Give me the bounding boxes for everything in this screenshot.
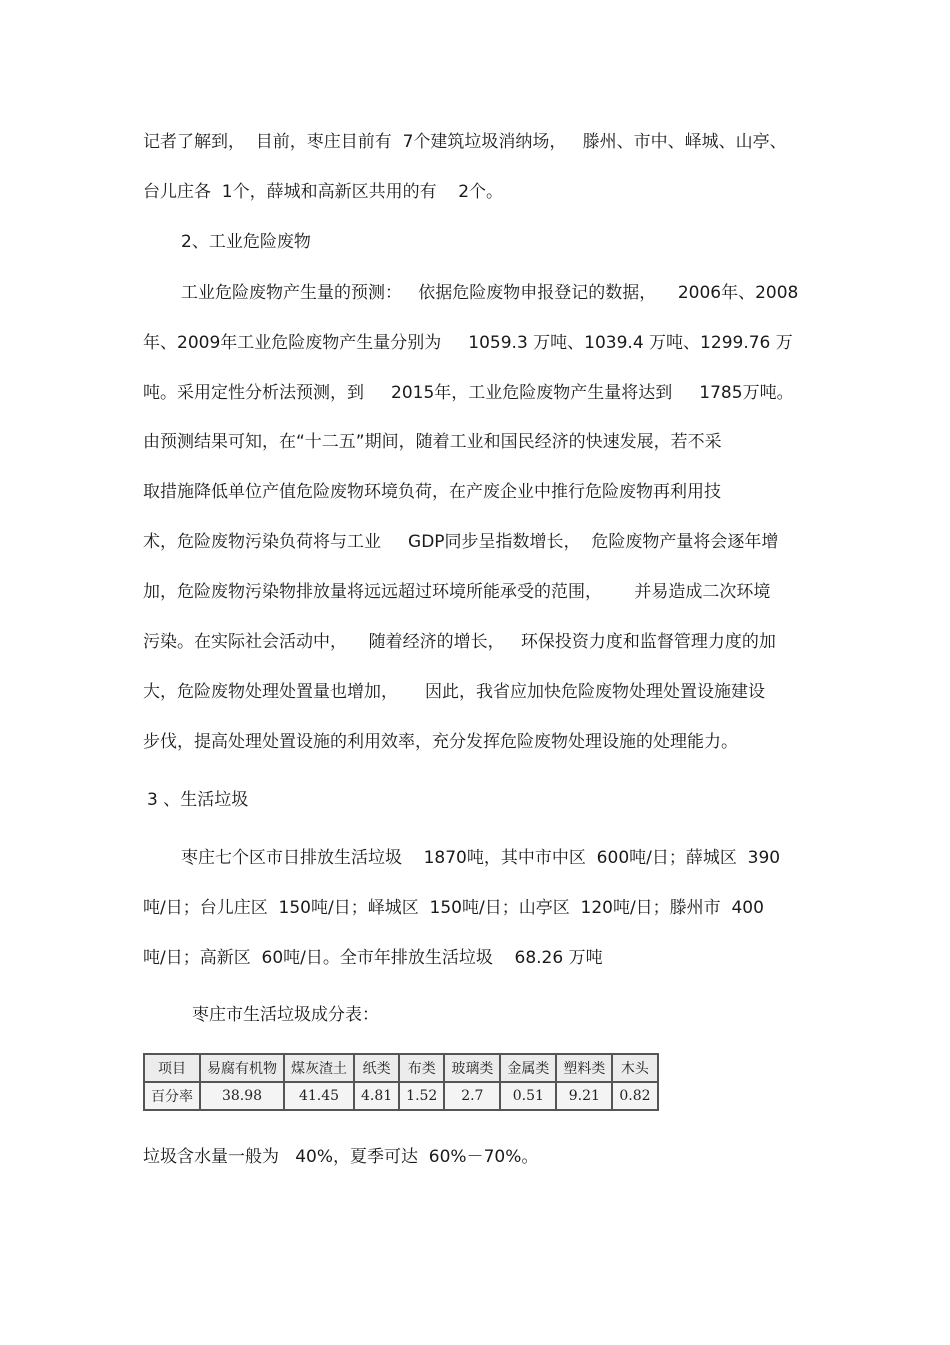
header-cell: 木头 (612, 1054, 657, 1082)
paragraph-line: 记者了解到， 目前，枣庄目前有 7个建筑垃圾消纳场， 滕州、市中、峄城、山亭、 (143, 132, 787, 152)
table-cell: 41.45 (284, 1082, 354, 1110)
composition-table-wrap (143, 1053, 659, 1111)
paragraph-line: 污染。在实际社会活动中， 随着经济的增长， 环保投资力度和监督管理力度的加 (143, 632, 776, 652)
table-cell: 9.21 (556, 1082, 612, 1110)
paragraph-line: 大，危险废物处理处置量也增加， 因此，我省应加快危险废物处理处置设施建设 (143, 682, 766, 702)
paragraph-line: 台儿庄各 1个，薛城和高新区共用的有 2个。 (143, 182, 504, 202)
paragraph-line: 吨。采用定性分析法预测，到 2015年，工业危险废物产生量将达到 1785万吨。 (143, 383, 794, 403)
section-heading: 3 、生活垃圾 (147, 790, 249, 810)
composition-table (143, 1053, 659, 1111)
table-cell: 2.7 (444, 1082, 500, 1110)
paragraph-line: 年、2009年工业危险废物产生量分别为 1059.3 万吨、1039.4 万吨、1299.76 万 (143, 333, 793, 353)
paragraph-line: 工业危险废物产生量的预测： 依据危险废物申报登记的数据， 2006年、2008 (181, 283, 799, 303)
table-cell: 0.82 (612, 1082, 657, 1110)
header-cell: 项目 (144, 1054, 200, 1082)
paragraph-line: 步伐，提高处理处置设施的利用效率，充分发挥危险废物处理设施的处理能力。 (143, 732, 738, 752)
header-cell: 塑料类 (556, 1054, 612, 1082)
paragraph-line: 由预测结果可知，在“十二五”期间，随着工业和国民经济的快速发展，若不采 (143, 432, 722, 452)
section-heading: 2、工业危险废物 (181, 232, 311, 252)
table-cell: 4.81 (354, 1082, 399, 1110)
table-header-row (144, 1054, 658, 1082)
header-cell: 煤灰渣土 (284, 1054, 354, 1082)
table-row (144, 1082, 658, 1110)
paragraph-line: 垃圾含水量一般为 40%，夏季可达 60%－70%。 (143, 1147, 539, 1167)
paragraph-line: 吨/日；高新区 60吨/日。全市年排放生活垃圾 68.26 万吨 (143, 948, 603, 968)
table-cell: 百分率 (144, 1082, 200, 1110)
table-caption: 枣庄市生活垃圾成分表： (192, 1005, 379, 1025)
table-cell: 0.51 (500, 1082, 556, 1110)
header-cell: 纸类 (354, 1054, 399, 1082)
paragraph-line: 加，危险废物污染物排放量将远远超过环境所能承受的范围， 并易造成二次环境 (143, 582, 771, 602)
table-cell: 38.98 (200, 1082, 284, 1110)
paragraph-line: 吨/日；台儿庄区 150吨/日；峄城区 150吨/日；山亭区 120吨/日；滕州市 400 (143, 898, 764, 918)
header-cell: 布类 (399, 1054, 444, 1082)
paragraph-line: 取措施降低单位产值危险废物环境负荷，在产废企业中推行危险废物再利用技 (143, 482, 721, 502)
paragraph-line: 术，危险废物污染负荷将与工业 GDP同步呈指数增长， 危险废物产量将会逐年增 (143, 532, 779, 552)
table-cell: 1.52 (399, 1082, 444, 1110)
header-cell: 金属类 (500, 1054, 556, 1082)
header-cell: 玻璃类 (444, 1054, 500, 1082)
paragraph-line: 枣庄七个区市日排放生活垃圾 1870吨，其中市中区 600吨/日；薛城区 390 (181, 848, 781, 868)
header-cell: 易腐有机物 (200, 1054, 284, 1082)
